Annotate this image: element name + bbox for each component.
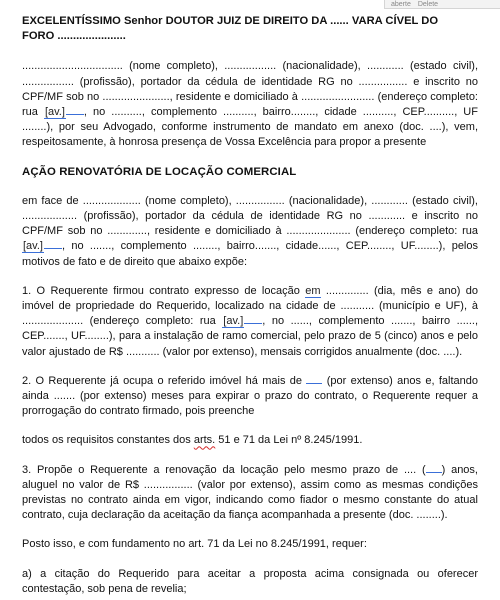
toolbar-item-open[interactable]: aberte xyxy=(391,1,411,8)
item-1-paragraph: 1. O Requerente firmou contrato expresso de locação em .............. (dia, mês e ano) do imóvel de propriedade do Requerido, localizado na cidade de ........... (município e UF), à .................... (endereço completo: rua [av.] , no ......, complemento ......., bairro ......, CEP......., UF........), para a instalação de ramo comercial, pelo prazo de 5 (cinco) anos e pelo valor ajustado de R$ ........... (valor por extenso), mensais corrigidos anualmente (doc. ....). xyxy=(22,284,479,358)
address-field[interactable]: [av.] xyxy=(23,240,43,253)
requirements-line: todos os requisitos constantes dos arts. 51 e 71 da Lei nº 8.245/1991. xyxy=(22,434,363,447)
request-a-paragraph: a) a citação do Requerido para aceitar a proposta acima consignada ou oferecer contestação, sob pena de revelia; xyxy=(22,567,478,595)
closing-line: Posto isso, e com fundamento no art. 71 da Lei no 8.245/1991, requer: xyxy=(22,538,367,551)
court-heading-line2: FORO ...................... xyxy=(22,30,126,43)
address-blank[interactable] xyxy=(44,239,62,249)
court-heading-line1: EXCELENTÍSSIMO Senhor DOUTOR JUIZ DE DIREITO DA ...... VARA CÍVEL DO xyxy=(22,15,439,27)
address-blank[interactable] xyxy=(244,314,262,324)
toolbar-item-delete[interactable]: Delete xyxy=(417,1,439,8)
address-field[interactable]: [av.] xyxy=(223,315,244,328)
parties-paragraph: em face de ................... (nome completo), ................ (nacionalidade), ............ (estado civil), .................. (profissão), portador da cédula de identidade RG no ............ e inscrito no CPF/MF sob no ............., residente e domiciliado à ..................... (endereço completo: rua [av.] , no ......., complemento ........, bairro......., cidade......, CEP........, UF........), pelos motivos de fato e de direito que abaixo expõe: xyxy=(22,194,478,268)
address-field[interactable]: [av.] xyxy=(44,106,65,119)
years-blank[interactable] xyxy=(306,374,322,384)
em-word: em xyxy=(305,284,321,297)
intro-paragraph: ................................. (nome completo), ................. (nacionalidade), ............ (estado civil), ................. (profissão), portador da cédula de identidade RG no ................ e inscrito no CPF/MF sob no ......................, residente e domiciliado à ........................ (endereço completo: rua [av.] , no .........., complemento .........., bairro........, cidade .........., CEP.........., UF ........), por seu Advogado, conforme instrumento de mandato em anexo (doc. ....), vem, respeitosamente, à honrosa presença de Vossa Excelência para propor a presente xyxy=(22,60,478,149)
item-2-paragraph: 2. O Requerente já ocupa o referido imóvel há mais de (por extenso) anos e, faltando ainda ....... (por extenso) meses para expirar o prazo do contrato, o Requerente requer a prorrogação do contrato firmado, pois preenche xyxy=(22,374,478,418)
address-blank[interactable] xyxy=(66,105,84,115)
court-heading xyxy=(22,14,478,44)
action-title: AÇÃO RENOVATÓRIA DE LOCAÇÃO COMERCIAL xyxy=(22,165,297,178)
toolbar-strip xyxy=(384,0,500,9)
misspelled-word: arts. xyxy=(193,434,216,447)
term-blank[interactable] xyxy=(426,463,442,473)
item-3-paragraph: 3. Propõe o Requerente a renovação da locação pelo mesmo prazo de .... ( ) anos, aluguel no valor de R$ ................ (valor por extenso), assim como as mesmas condições previstas no contrato ainda em vigor, indicando como fiador o mesmo constante do atual contrato, cuja declaração da aceitação da fiança acompanhada a presente (doc. ........). xyxy=(22,463,478,522)
